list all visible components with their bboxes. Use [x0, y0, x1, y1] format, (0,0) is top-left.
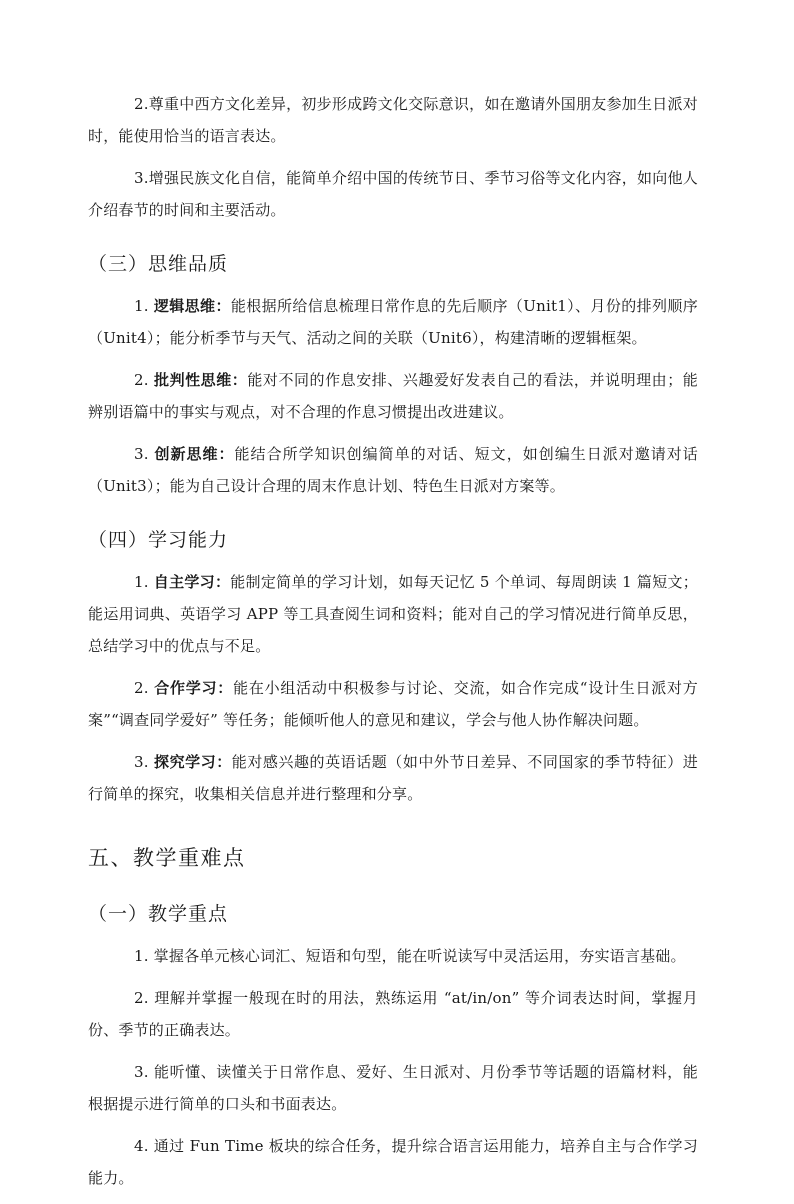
key-point-1: 1. 掌握各单元核心词汇、短语和句型，能在听说读写中灵活运用，夯实语言基础。: [134, 947, 686, 965]
item-text: 能制定简单的学习计划，如每天记忆 5 个单词、每周朗读 1 篇短文；能运用词典、英语学习 APP 等工具查阅生词和资料；能对自己的学习情况进行简单反思，总结学习中的优点与不足。: [88, 573, 698, 655]
item-label: 批判性思维：: [154, 371, 248, 389]
item-number: 1.: [134, 297, 154, 315]
page-content: [88, 88, 698, 1204]
item-label: 创新思维：: [154, 445, 235, 463]
culture-item-2: 2.尊重中西方文化差异，初步形成跨文化交际意识，如在邀请外国朋友参加生日派对时，能使用恰当的语言表达。: [88, 95, 698, 145]
learning-item-1: [88, 566, 698, 662]
thinking-item-3: [88, 438, 698, 502]
thinking-item-2: [88, 364, 698, 428]
key-point-4: 4. 通过 Fun Time 板块的综合任务，提升综合语言运用能力，培养自主与合作学习能力。: [88, 1137, 698, 1187]
item-label: 探究学习：: [154, 753, 232, 771]
section-heading-thinking: （三）思维品质: [88, 253, 229, 275]
item-number: 3.: [134, 445, 155, 463]
item-text: 能在小组活动中积极参与讨论、交流，如合作完成“设计生日派对方案”“调查同学爱好” 等任务；能倾听他人的意见和建议，学会与他人协作解决问题。: [88, 679, 698, 729]
item-label: 逻辑思维：: [153, 297, 231, 315]
section-heading-learning: （四）学习能力: [88, 529, 229, 551]
key-point-2: 2. 理解并掌握一般现在时的用法，熟练运用 “at/in/on” 等介词表达时间，掌握月份、季节的正确表达。: [88, 989, 698, 1039]
key-point-3: 3. 能听懂、读懂关于日常作息、爱好、生日派对、月份季节等话题的语篇材料，能根据提示进行简单的口头和书面表达。: [88, 1063, 698, 1113]
item-text: 能根据所给信息梳理日常作息的先后顺序（Unit1）、月份的排列顺序（Unit4）；能分析季节与天气、活动之间的关联（Unit6），构建清晰的逻辑框架。: [88, 297, 698, 347]
section-heading-key-points: （一）教学重点: [88, 903, 229, 925]
item-text: 能对感兴趣的英语话题（如中外节日差异、不同国家的季节特征）进行简单的探究，收集相关信息并进行整理和分享。: [88, 753, 698, 803]
thinking-item-1: [88, 290, 698, 354]
chapter-heading-key-difficult-points: 五、教学重难点: [88, 846, 246, 870]
item-number: 3.: [134, 753, 155, 771]
culture-item-3: 3.增强民族文化自信，能简单介绍中国的传统节日、季节习俗等文化内容，如向他人介绍春节的时间和主要活动。: [88, 169, 698, 219]
item-label: 自主学习：: [153, 573, 231, 591]
item-label: 合作学习：: [154, 679, 234, 697]
learning-item-2: [88, 672, 698, 736]
learning-item-3: [88, 746, 698, 810]
item-number: 1.: [134, 573, 154, 591]
item-number: 2.: [134, 371, 155, 389]
item-text: 能结合所学知识创编简单的对话、短文，如创编生日派对邀请对话（Unit3）；能为自己设计合理的周末作息计划、特色生日派对方案等。: [88, 445, 698, 495]
item-text: 能对不同的作息安排、兴趣爱好发表自己的看法，并说明理由；能辨别语篇中的事实与观点，对不合理的作息习惯提出改进建议。: [88, 371, 698, 421]
item-number: 2.: [134, 679, 155, 697]
